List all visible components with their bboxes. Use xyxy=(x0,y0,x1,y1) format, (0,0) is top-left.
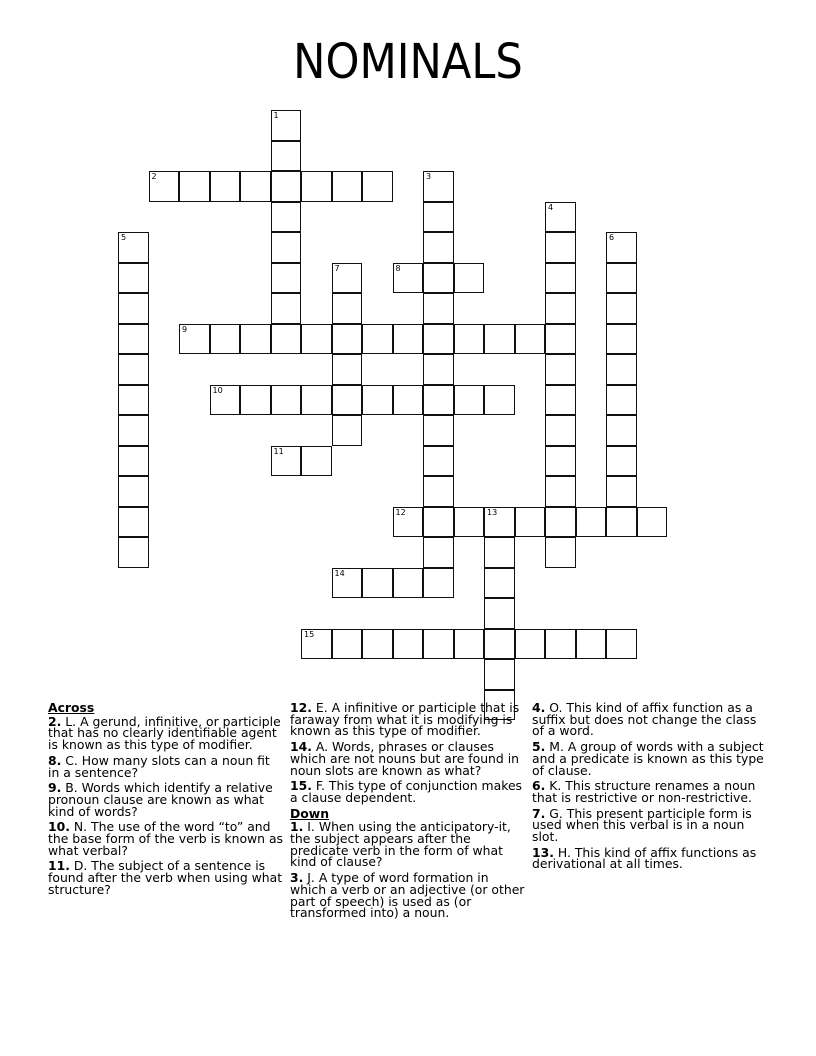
clue-text: F. This type of conjunction makes a clause dependent. xyxy=(290,778,523,805)
grid-cell[interactable] xyxy=(454,263,485,294)
grid-cell[interactable] xyxy=(484,598,515,629)
clue-across-12 xyxy=(290,702,526,737)
grid-cell[interactable] xyxy=(332,568,363,599)
puzzle-title: NOMINALS xyxy=(293,34,523,90)
clue-down-6 xyxy=(532,780,772,803)
clue-text: G. This present participle form is used when this verbal is in a noun slot. xyxy=(532,805,752,845)
clue-across-11 xyxy=(48,860,284,895)
grid-cell[interactable] xyxy=(484,385,515,416)
cell-number: 2 xyxy=(151,172,157,181)
clue-number: 15. xyxy=(290,778,312,794)
clue-number: 6. xyxy=(532,778,546,794)
grid-cell[interactable] xyxy=(423,415,454,446)
grid-cell[interactable] xyxy=(118,507,149,538)
grid-cell[interactable] xyxy=(118,232,149,263)
across-heading: Across xyxy=(48,700,95,715)
clue-text: O. This kind of affix function as a suffix but does not change the class of a word. xyxy=(532,700,757,739)
grid-cell[interactable] xyxy=(606,263,637,294)
grid-cell[interactable] xyxy=(362,385,393,416)
cell-number: 4 xyxy=(548,202,554,212)
clue-number: 9. xyxy=(48,780,62,796)
clue-text: J. A type of word formation in which a verb or an adjective (or other part of speech) is used as (or transformed into) a noun. xyxy=(290,870,525,921)
grid-cell[interactable] xyxy=(545,629,576,660)
grid-cell[interactable] xyxy=(423,324,454,355)
grid-cell[interactable] xyxy=(210,171,241,202)
grid-cell[interactable] xyxy=(515,629,546,660)
grid-cell[interactable] xyxy=(271,171,302,202)
grid-cell[interactable] xyxy=(423,476,454,507)
clue-down-3 xyxy=(290,872,526,919)
clue-down-4 xyxy=(532,702,772,737)
grid-cell[interactable] xyxy=(454,629,485,660)
grid-cell[interactable] xyxy=(606,385,637,416)
clue-number: 11. xyxy=(48,858,70,874)
grid-cell[interactable] xyxy=(301,629,332,660)
cell-number: 3 xyxy=(426,172,432,181)
grid-cell[interactable] xyxy=(362,324,393,355)
grid-cell[interactable] xyxy=(423,446,454,477)
grid-cell[interactable] xyxy=(545,293,576,324)
grid-cell[interactable] xyxy=(545,476,576,507)
grid-cell[interactable] xyxy=(393,568,424,599)
clues-column-2 xyxy=(290,702,526,923)
clue-number: 13. xyxy=(532,844,554,860)
grid-cell[interactable] xyxy=(484,507,515,538)
clue-text: H. This kind of affix functions as derivational at all times. xyxy=(532,844,757,872)
grid-cell[interactable] xyxy=(393,507,424,538)
grid-cell[interactable] xyxy=(545,202,576,233)
grid-cell[interactable] xyxy=(545,324,576,355)
grid-cell[interactable] xyxy=(332,324,363,355)
grid-cell[interactable] xyxy=(606,629,637,660)
grid-cell[interactable] xyxy=(606,446,637,477)
grid-cell[interactable] xyxy=(393,385,424,416)
grid-cell[interactable] xyxy=(301,324,332,355)
grid-cell[interactable] xyxy=(118,537,149,568)
grid-cell[interactable] xyxy=(423,354,454,385)
grid-cell[interactable] xyxy=(118,446,149,477)
grid-cell[interactable] xyxy=(271,202,302,233)
cell-number: 7 xyxy=(334,263,340,273)
grid-cell[interactable] xyxy=(606,507,637,538)
grid-cell[interactable] xyxy=(515,324,546,355)
grid-cell[interactable] xyxy=(393,629,424,660)
clue-down-1 xyxy=(290,821,526,868)
grid-cell[interactable] xyxy=(362,568,393,599)
grid-cell[interactable] xyxy=(484,568,515,599)
grid-cell[interactable] xyxy=(271,232,302,263)
grid-cell[interactable] xyxy=(362,171,393,202)
grid-cell[interactable] xyxy=(118,324,149,355)
grid-cell[interactable] xyxy=(576,629,607,660)
grid-cell[interactable] xyxy=(606,354,637,385)
grid-cell[interactable] xyxy=(301,446,332,477)
clue-across-8 xyxy=(48,752,284,780)
clue-across-15 xyxy=(290,780,526,803)
grid-cell[interactable] xyxy=(423,568,454,599)
cell-number: 1 xyxy=(273,111,279,120)
grid-cell[interactable] xyxy=(118,385,149,416)
grid-cell[interactable] xyxy=(423,263,454,294)
grid-cell[interactable] xyxy=(545,507,576,538)
grid-cell[interactable] xyxy=(545,263,576,294)
grid-cell[interactable] xyxy=(271,446,302,477)
grid-cell[interactable] xyxy=(118,476,149,507)
clue-number: 3. xyxy=(290,870,304,886)
clue-number: 14. xyxy=(290,739,312,755)
clue-across-10 xyxy=(48,821,284,856)
clue-across-2 xyxy=(48,713,284,753)
grid-cell[interactable] xyxy=(545,537,576,568)
grid-cell[interactable] xyxy=(423,202,454,233)
grid-cell[interactable] xyxy=(393,324,424,355)
grid-cell[interactable] xyxy=(332,171,363,202)
cell-number: 5 xyxy=(121,233,127,242)
grid-cell[interactable] xyxy=(484,537,515,568)
clue-text: K. This structure renames a noun that is restrictive or non-restrictive. xyxy=(532,778,756,805)
grid-cell[interactable] xyxy=(393,263,424,294)
clue-number: 5. xyxy=(532,739,546,755)
grid-cell[interactable] xyxy=(149,171,180,202)
grid-cell[interactable] xyxy=(606,232,637,263)
clue-across-14 xyxy=(290,741,526,776)
grid-cell[interactable] xyxy=(271,141,302,172)
grid-cell[interactable] xyxy=(301,171,332,202)
grid-cell[interactable] xyxy=(606,293,637,324)
grid-cell[interactable] xyxy=(332,263,363,294)
grid-cell[interactable] xyxy=(454,324,485,355)
clue-number: 7. xyxy=(532,805,546,821)
grid-cell[interactable] xyxy=(545,415,576,446)
grid-cell[interactable] xyxy=(484,629,515,660)
clue-number: 2. xyxy=(48,713,62,729)
grid-cell[interactable] xyxy=(118,293,149,324)
grid-cell[interactable] xyxy=(515,507,546,538)
cell-number: 15 xyxy=(304,629,315,639)
clue-text: L. A gerund, infinitive, or participle that has no clearly identifiable agent is known as this type of modifier. xyxy=(48,713,281,753)
grid-cell[interactable] xyxy=(484,659,515,690)
grid-cell[interactable] xyxy=(423,385,454,416)
grid-cell[interactable] xyxy=(332,629,363,660)
clues-column-1 xyxy=(48,702,284,900)
grid-cell[interactable] xyxy=(210,385,241,416)
clue-text: C. How many slots can a noun fit in a sentence? xyxy=(48,752,270,780)
grid-cell[interactable] xyxy=(454,507,485,538)
grid-cell[interactable] xyxy=(606,415,637,446)
grid-cell[interactable] xyxy=(484,324,515,355)
cell-number: 6 xyxy=(609,233,615,242)
grid-cell[interactable] xyxy=(179,324,210,355)
grid-cell[interactable] xyxy=(545,232,576,263)
grid-cell[interactable] xyxy=(332,415,363,446)
cell-number: 14 xyxy=(334,568,345,578)
cell-number: 12 xyxy=(395,507,406,517)
grid-cell[interactable] xyxy=(210,324,241,355)
grid-cell[interactable] xyxy=(423,293,454,324)
clue-across-9 xyxy=(48,782,284,817)
clue-number: 10. xyxy=(48,819,70,835)
grid-cell[interactable] xyxy=(118,354,149,385)
clues-column-3 xyxy=(532,702,772,874)
grid-cell[interactable] xyxy=(118,415,149,446)
grid-cell[interactable] xyxy=(606,476,637,507)
grid-cell[interactable] xyxy=(271,324,302,355)
grid-cell[interactable] xyxy=(240,385,271,416)
grid-cell[interactable] xyxy=(545,385,576,416)
clue-down-7 xyxy=(532,805,772,845)
grid-cell[interactable] xyxy=(301,385,332,416)
down-heading: Down xyxy=(290,805,330,821)
grid-cell[interactable] xyxy=(606,324,637,355)
grid-cell[interactable] xyxy=(271,385,302,416)
clue-text: D. The subject of a sentence is found after the verb when using what structure? xyxy=(48,858,283,897)
grid-cell[interactable] xyxy=(271,110,302,141)
clue-text: N. The use of the word “to” and the base form of the verb is known as what verbal? xyxy=(48,819,284,858)
clue-text: I. When using the anticipatory-it, the subject appears after the predicate verb in the form of what kind of clause? xyxy=(290,819,511,870)
grid-cell[interactable] xyxy=(423,171,454,202)
clue-number: 4. xyxy=(532,700,546,715)
grid-cell[interactable] xyxy=(362,629,393,660)
clue-text: E. A infinitive or participle that is faraway from what it is modifying is known as this type of modifier. xyxy=(290,700,520,739)
grid-cell[interactable] xyxy=(545,446,576,477)
grid-cell[interactable] xyxy=(271,293,302,324)
cell-number: 9 xyxy=(182,324,188,334)
grid-cell[interactable] xyxy=(118,263,149,294)
clue-down-5 xyxy=(532,741,772,776)
clue-text: B. Words which identify a relative pronoun clause are known as what kind of words? xyxy=(48,780,273,819)
grid-cell[interactable] xyxy=(332,385,363,416)
clue-text: A. Words, phrases or clauses which are not nouns but are found in noun slots are known as what? xyxy=(290,739,520,778)
clue-text: M. A group of words with a subject and a predicate is known as this type of clause. xyxy=(532,739,764,778)
cell-number: 11 xyxy=(273,446,284,456)
grid-cell[interactable] xyxy=(637,507,668,538)
clue-number: 1. xyxy=(290,819,304,835)
cell-number: 8 xyxy=(395,263,401,273)
clue-number: 8. xyxy=(48,752,62,768)
grid-cell[interactable] xyxy=(423,537,454,568)
grid-cell[interactable] xyxy=(240,324,271,355)
clue-number: 12. xyxy=(290,700,312,715)
grid-cell[interactable] xyxy=(332,293,363,324)
grid-cell[interactable] xyxy=(423,629,454,660)
cell-number: 13 xyxy=(487,507,498,517)
grid-cell[interactable] xyxy=(179,171,210,202)
grid-cell[interactable] xyxy=(576,507,607,538)
grid-cell[interactable] xyxy=(545,354,576,385)
grid-cell[interactable] xyxy=(454,385,485,416)
grid-cell[interactable] xyxy=(423,507,454,538)
grid-cell[interactable] xyxy=(423,232,454,263)
cell-number: 10 xyxy=(212,385,223,395)
grid-cell[interactable] xyxy=(240,171,271,202)
grid-cell[interactable] xyxy=(332,354,363,385)
clue-down-13 xyxy=(532,844,772,872)
grid-cell[interactable] xyxy=(271,263,302,294)
